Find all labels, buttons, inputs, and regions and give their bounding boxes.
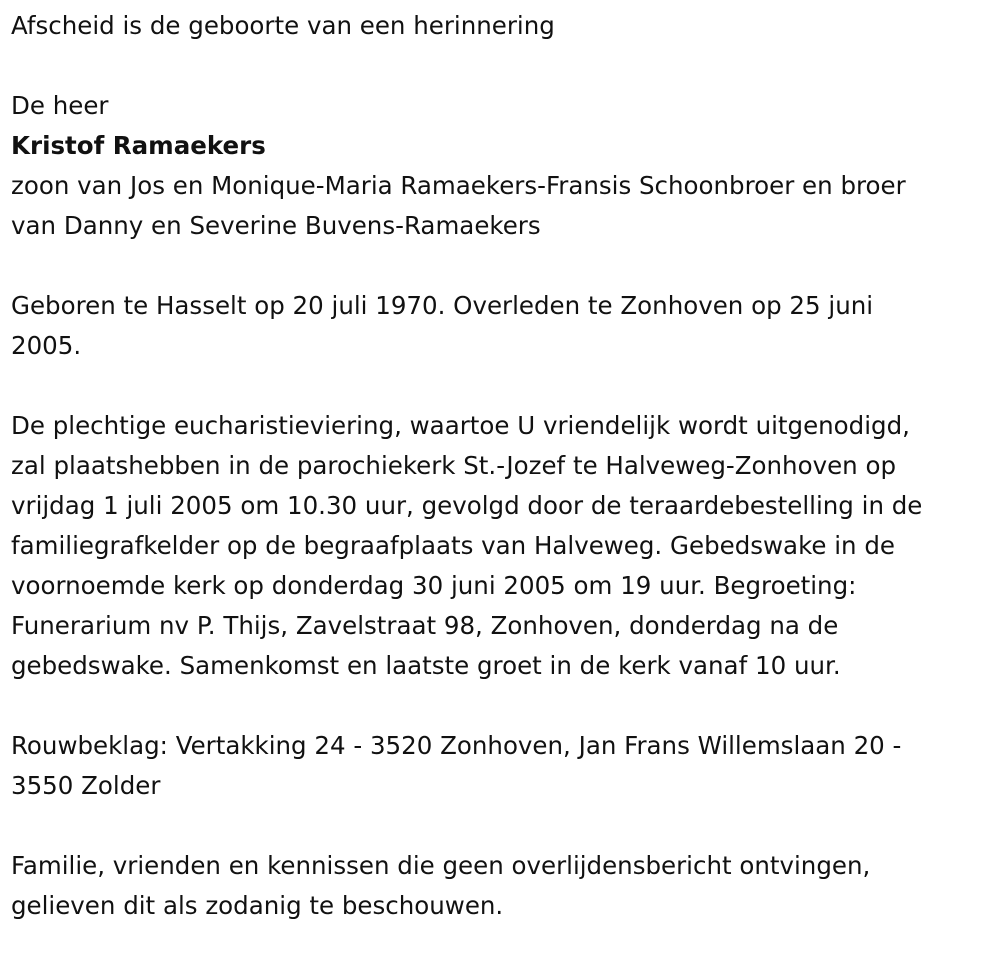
salutation: De heer (11, 91, 109, 120)
closing-line: gelieven dit als zodanig te beschouwen. (11, 891, 504, 920)
motto: Afscheid is de geboorte van een herinnering (11, 11, 555, 40)
relation-paragraph (11, 166, 993, 246)
spacer (11, 686, 993, 726)
ceremony-paragraph (11, 406, 993, 686)
relation-line: zoon van Jos en Monique-Maria Ramaekers-Fransis Schoonbroer en broer (11, 171, 906, 200)
closing-line: Familie, vrienden en kennissen die geen overlijdensbericht ontvingen, (11, 851, 871, 880)
deceased-name: Kristof Ramaekers (11, 131, 266, 160)
ceremony-line: De plechtige eucharistieviering, waartoe U vriendelijk wordt uitgenodigd, (11, 411, 910, 440)
ceremony-line: familiegrafkelder op de begraafplaats van Halveweg. Gebedswake in de (11, 531, 895, 560)
spacer (11, 46, 993, 86)
ceremony-line: gebedswake. Samenkomst en laatste groet in de kerk vanaf 10 uur. (11, 651, 841, 680)
mourning-address-paragraph (11, 726, 993, 806)
obituary-document (11, 0, 993, 926)
ceremony-line: Funerarium nv P. Thijs, Zavelstraat 98, Zonhoven, donderdag na de (11, 611, 839, 640)
birth-death-paragraph (11, 286, 993, 366)
spacer (11, 366, 993, 406)
birth-death-line: Geboren te Hasselt op 20 juli 1970. Overleden te Zonhoven op 25 juni (11, 291, 874, 320)
relation-line: van Danny en Severine Buvens-Ramaekers (11, 211, 541, 240)
closing-paragraph (11, 846, 993, 926)
ceremony-line: vrijdag 1 juli 2005 om 10.30 uur, gevolgd door de teraardebestelling in de (11, 491, 923, 520)
spacer (11, 806, 993, 846)
ceremony-line: voornoemde kerk op donderdag 30 juni 2005 om 19 uur. Begroeting: (11, 571, 857, 600)
birth-death-line: 2005. (11, 331, 82, 360)
mourning-address-line: 3550 Zolder (11, 771, 161, 800)
ceremony-line: zal plaatshebben in de parochiekerk St.-Jozef te Halveweg-Zonhoven op (11, 451, 897, 480)
mourning-address-line: Rouwbeklag: Vertakking 24 - 3520 Zonhoven, Jan Frans Willemslaan 20 - (11, 731, 902, 760)
spacer (11, 246, 993, 286)
